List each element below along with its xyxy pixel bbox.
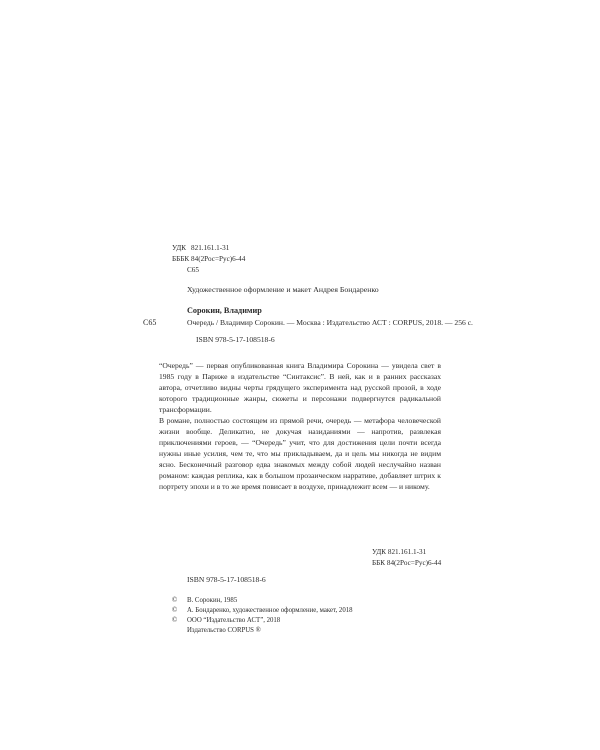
bbk-row	[172, 254, 245, 265]
classification-block	[172, 243, 245, 265]
udk-value: 821.161.1-31	[191, 244, 230, 252]
bibliographic-description: Очередь / Владимир Сорокин. — Москва : Издательство АСТ : CORPUS, 2018. — 256 с.	[187, 318, 473, 327]
udk-right: УДК 821.161.1-31	[372, 548, 427, 556]
copyright-symbol: ©	[172, 607, 178, 614]
copyright-symbol: ©	[172, 597, 178, 604]
copyright-line: А. Бондаренко, художественное оформление, макет, 2018	[187, 607, 353, 614]
copyright-line: В. Сорокин, 1985	[187, 597, 238, 604]
copyright-symbol: ©	[172, 617, 178, 624]
copyright-row	[172, 606, 353, 616]
udk-row	[172, 243, 245, 254]
bbk-value: 84(2Рос=Рус)6-44	[191, 255, 246, 263]
annotation-paragraph-1: “Очередь” — первая опубликованная книга Владимира Сорокина — увидела свет в 1985 году в Париже в издательстве “Синтаксис”. В ней, как и в ранних рассказах автора, отчетливо видны черты грядущего эксперимента над русской прозой, в ходе которого традиционные жанры, сюжеты и персонажи подвергнутся радикальной трансформации.	[159, 361, 441, 414]
classification-right	[372, 547, 441, 569]
author-name: Сорокин, Владимир	[187, 306, 262, 315]
isbn-bottom: ISBN 978-5-17-108518-6	[187, 575, 266, 584]
copyright-block	[172, 596, 353, 636]
bbk-label: БББК	[172, 255, 190, 263]
copyright-line: ООО “Издательство АСТ”, 2018	[187, 617, 281, 624]
publisher-line: Издательство CORPUS ®	[187, 627, 261, 634]
annotation	[159, 360, 441, 492]
isbn-top: ISBN 978-5-17-108518-6	[196, 335, 275, 344]
copyright-row	[172, 616, 353, 626]
copyright-row	[172, 596, 353, 606]
udk-label: УДК	[172, 244, 187, 252]
author-code: С65	[187, 266, 199, 274]
bbk-right: ББК 84(2Рос=Рус)6-44	[372, 559, 442, 567]
annotation-paragraph-2: В романе, полностью состоящем из прямой речи, очередь — метафора человеческой жизни вообще. Деликатно, не докучая назиданиями — напротив, развлекая приключениями героев, — “Очередь” учит, что для достижения цели почти всегда нужны иные усилия, чем те, что мы прикладываем, да и цель мы никогда не видим ясно. Бесконечный разговор едва знакомых между собой людей неслучайно назван романом: каждая реплика, как в большом прозаическом нарративе, добавляет штрих к портрету эпохи и в то же время повисает в воздухе, принадлежит всем — и никому.	[159, 416, 441, 491]
margin-code: С65	[143, 318, 157, 327]
design-credit: Художественное оформление и макет Андрея Бондаренко	[187, 285, 379, 294]
